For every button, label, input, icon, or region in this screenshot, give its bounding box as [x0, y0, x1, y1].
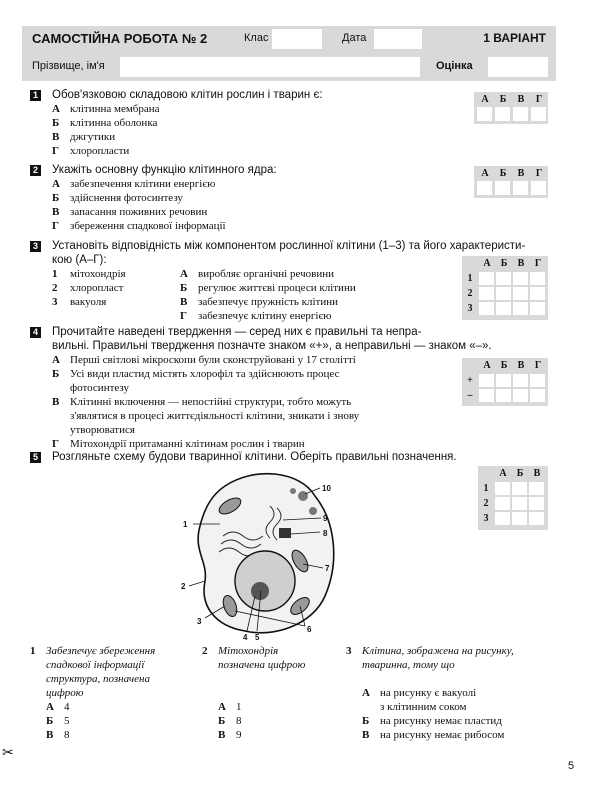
answer-cell[interactable]	[479, 389, 494, 402]
q4-statement-c-line-3: утворюватися	[70, 424, 135, 436]
q5-sub1-line-2: спадкової інформації	[46, 659, 145, 671]
q1-option-b: Б клітинна оболонка	[52, 117, 158, 129]
header-row-2	[22, 54, 556, 80]
q5-sub3-line-1: Клітина, зображена на рисунку,	[362, 645, 514, 657]
answer-cell[interactable]	[513, 107, 528, 121]
q4-statement-b-line-2: фотосинтезу	[70, 382, 130, 394]
variant-label: 1 ВАРІАНТ	[483, 31, 546, 45]
q2-grid-col-a: А	[481, 168, 489, 179]
q5-sub2-option-b: Б 8	[218, 715, 242, 727]
date-field[interactable]	[374, 29, 422, 49]
q3-left-2: 2 хлоропласт	[52, 282, 124, 294]
answer-cell[interactable]	[495, 497, 510, 510]
q4-statement-d: Г Мітохондрії притаманні клітинам рослин і тварин	[52, 438, 305, 450]
answer-cell[interactable]	[531, 181, 546, 195]
q4-grid-row-plus: +	[467, 375, 473, 386]
answer-cell[interactable]	[529, 512, 544, 525]
q5-sub3-option-b: Б на рисунку немає пластид	[362, 715, 502, 727]
q5-sub3-option-a: А на рисунку є вакуолі	[362, 687, 477, 699]
grade-label: Оцінка	[436, 60, 473, 72]
q4-statement-c: В Клітинні включення — непостійні структури, тобто можуть	[52, 396, 352, 408]
q1-answer-grid	[474, 92, 548, 124]
question-3-text-line-2: кою (А–Г):	[52, 254, 107, 266]
q1-grid-col-b: Б	[499, 94, 507, 105]
question-number-1: 1	[30, 90, 41, 101]
answer-cell[interactable]	[496, 287, 511, 300]
diagram-label-6: 6	[307, 625, 312, 634]
q3-grid-col-c: В	[517, 258, 525, 269]
q5-grid-row-3: 3	[483, 513, 489, 524]
q5-sub3-option-c: В на рисунку немає рибосом	[362, 729, 505, 741]
answer-cell[interactable]	[530, 272, 545, 285]
q4-grid-row-minus: –	[467, 390, 473, 401]
q5-sub3-line-2: тваринна, тому що	[362, 659, 455, 671]
question-2-text: Укажіть основну функцію клітинного ядра:	[52, 164, 277, 176]
page-number: 5	[568, 760, 575, 772]
q5-grid-row-1: 1	[483, 483, 489, 494]
q5-grid-col-a: А	[499, 468, 507, 479]
grade-field[interactable]	[488, 57, 548, 77]
q4-statement-b: Б Усі види пластид містять хлорофіл та здійснюють процес	[52, 368, 340, 380]
question-number-5: 5	[30, 452, 41, 463]
question-3-text-line-1: Установіть відповідність між компонентом рослинної клітини (1–3) та його характеристи-	[52, 240, 526, 252]
q3-answer-grid	[462, 256, 548, 320]
q1-option-a: А клітинна мембрана	[52, 103, 160, 115]
q2-grid-col-b: Б	[499, 168, 507, 179]
name-label: Прізвище, ім'я	[32, 60, 105, 72]
q4-statement-a: А Перші світлові мікроскопи були сконструйовані у 17 столітті	[52, 354, 356, 366]
answer-cell[interactable]	[530, 302, 545, 315]
q1-option-c: В джгутики	[52, 131, 116, 143]
q2-grid-col-d: Г	[535, 168, 543, 179]
answer-cell[interactable]	[496, 374, 511, 387]
q5-sub1-line-3: структура, позначена	[46, 673, 151, 685]
q3-grid-row-3: 3	[467, 303, 473, 314]
class-field[interactable]	[272, 29, 322, 49]
q3-grid-col-a: А	[483, 258, 491, 269]
header	[22, 26, 556, 81]
q2-option-c: В запасання поживних речовин	[52, 206, 208, 218]
q3-grid-row-1: 1	[467, 273, 473, 284]
q5-sub3-number: 3	[346, 645, 352, 657]
question-1-text: Обов'язковою складовою клітин рослин і тварин є:	[52, 89, 323, 101]
answer-cell[interactable]	[530, 389, 545, 402]
answer-cell[interactable]	[477, 107, 492, 121]
q5-sub2-line-1: Мітохондрія	[218, 645, 279, 657]
q5-sub3-option-a-line-2: з клітинним соком	[380, 701, 467, 713]
q1-grid-col-c: В	[517, 94, 525, 105]
question-5-text: Розгляньте схему будови тваринної клітини. Оберіть правильні позначення.	[52, 451, 457, 463]
q3-right-b: Б регулює життєві процеси клітини	[180, 282, 356, 294]
diagram-label-9: 9	[323, 514, 328, 523]
answer-cell[interactable]	[512, 482, 527, 495]
answer-cell[interactable]	[531, 107, 546, 121]
answer-cell[interactable]	[495, 512, 510, 525]
q5-sub1-line-1: Забезпечує збереження	[46, 645, 156, 657]
diagram-label-3: 3	[197, 617, 202, 626]
header-row-1	[22, 26, 556, 52]
answer-cell[interactable]	[479, 272, 494, 285]
diagram-label-7: 7	[325, 564, 330, 573]
answer-cell[interactable]	[529, 497, 544, 510]
question-number-2: 2	[30, 165, 41, 176]
answer-cell[interactable]	[513, 287, 528, 300]
diagram-label-10: 10	[322, 484, 331, 493]
q3-grid-row-2: 2	[467, 288, 473, 299]
diagram-label-4: 4	[243, 633, 248, 642]
answer-cell[interactable]	[495, 107, 510, 121]
q4-grid-col-c: В	[517, 360, 525, 371]
q4-grid-col-b: Б	[500, 360, 508, 371]
q5-grid-col-c: В	[533, 468, 541, 479]
diagram-label-5: 5	[255, 633, 260, 642]
q3-left-3: 3 вакуоля	[52, 296, 107, 308]
q5-sub1-number: 1	[30, 645, 36, 657]
q1-grid-col-d: Г	[535, 94, 543, 105]
q5-grid-row-2: 2	[483, 498, 489, 509]
q5-sub2-option-c: В 9	[218, 729, 242, 741]
animal-cell-diagram	[175, 466, 345, 644]
q4-grid-col-a: А	[483, 360, 491, 371]
answer-cell[interactable]	[496, 272, 511, 285]
date-label: Дата	[342, 32, 367, 44]
answer-cell[interactable]	[513, 302, 528, 315]
answer-cell[interactable]	[530, 374, 545, 387]
q3-right-a: А виробляє органічні речовини	[180, 268, 334, 280]
q5-sub2-number: 2	[202, 645, 208, 657]
answer-cell[interactable]	[513, 181, 528, 195]
q5-sub2-option-a: А 1	[218, 701, 242, 713]
question-number-3: 3	[30, 241, 41, 252]
q1-grid-col-a: А	[481, 94, 489, 105]
q5-answer-grid	[478, 466, 548, 530]
answer-cell[interactable]	[529, 482, 544, 495]
q3-grid-col-b: Б	[500, 258, 508, 269]
answer-cell[interactable]	[512, 512, 527, 525]
q3-right-d: Г забезпечує клітину енергією	[180, 310, 332, 322]
diagram-label-8: 8	[323, 529, 328, 538]
answer-cell[interactable]	[513, 374, 528, 387]
name-field[interactable]	[120, 57, 420, 77]
q2-option-b: Б здійснення фотосинтезу	[52, 192, 183, 204]
answer-cell[interactable]	[530, 287, 545, 300]
q2-answer-grid	[474, 166, 548, 198]
q4-answer-grid	[462, 358, 548, 406]
q2-grid-col-c: В	[517, 168, 525, 179]
nucleus-shape	[235, 551, 295, 611]
q1-option-d: Г хлоропласти	[52, 145, 130, 157]
q5-sub1-option-a: А 4	[46, 701, 70, 713]
q5-sub1-option-c: В 8	[46, 729, 70, 741]
q4-statement-c-line-2: з'являтися в процесі життєдіяльності клітини, зникати і знову	[70, 410, 360, 422]
diagram-label-2: 2	[181, 582, 186, 591]
q3-left-1: 1 мітохондрія	[52, 268, 126, 280]
answer-cell[interactable]	[513, 389, 528, 402]
q3-grid-col-d: Г	[534, 258, 542, 269]
q5-sub1-option-b: Б 5	[46, 715, 70, 727]
worksheet-title: САМОСТІЙНА РОБОТА № 2	[32, 31, 208, 46]
question-number-4: 4	[30, 327, 41, 338]
answer-cell[interactable]	[479, 287, 494, 300]
answer-cell[interactable]	[495, 181, 510, 195]
answer-cell[interactable]	[479, 374, 494, 387]
answer-cell[interactable]	[496, 302, 511, 315]
q4-grid-col-d: Г	[534, 360, 542, 371]
q2-option-d: Г збереження спадкової інформації	[52, 220, 226, 232]
q5-grid-col-b: Б	[516, 468, 524, 479]
q2-option-a: А забезпечення клітини енергією	[52, 178, 216, 190]
answer-cell[interactable]	[479, 302, 494, 315]
answer-cell[interactable]	[512, 497, 527, 510]
answer-cell[interactable]	[496, 389, 511, 402]
class-label: Клас	[244, 32, 269, 44]
answer-cell[interactable]	[495, 482, 510, 495]
q5-sub1-line-4: цифрою	[46, 687, 84, 699]
diagram-label-1: 1	[183, 520, 188, 529]
answer-cell[interactable]	[513, 272, 528, 285]
question-4-text-line-2: вильні. Правильні твердження позначте знаком «+», а неправильні — знаком «–».	[52, 340, 492, 352]
q5-sub2-line-2: позначена цифрою	[218, 659, 306, 671]
question-4-text-line-1: Прочитайте наведені твердження — серед них є правильні та непра-	[52, 326, 422, 338]
scissors-icon: ✂	[2, 746, 14, 761]
q3-right-c: В забезпечує пружність клітини	[180, 296, 338, 308]
answer-cell[interactable]	[477, 181, 492, 195]
